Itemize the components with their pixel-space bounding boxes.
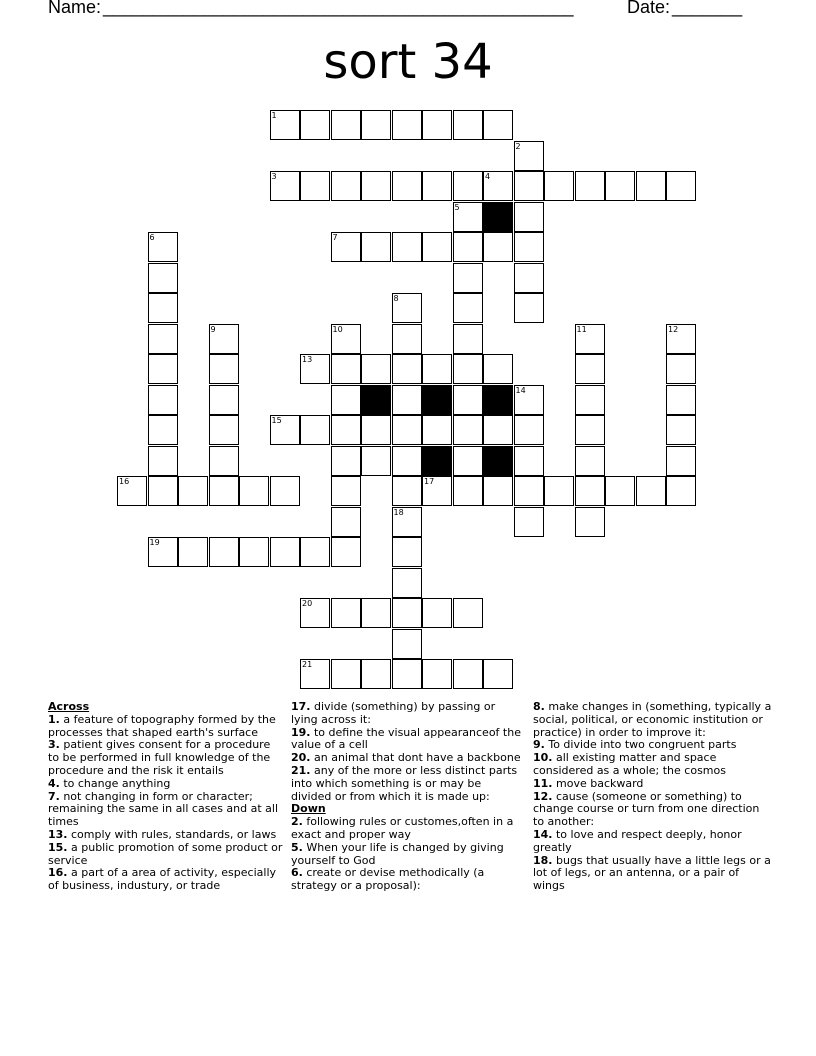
grid-cell[interactable]: [453, 171, 483, 201]
black-square: [361, 385, 391, 415]
grid-cell[interactable]: [544, 476, 574, 506]
grid-cell[interactable]: [209, 354, 239, 384]
grid-cell[interactable]: [392, 476, 422, 506]
grid-cell[interactable]: [361, 446, 391, 476]
grid-cell[interactable]: [392, 659, 422, 689]
grid-cell[interactable]: [483, 354, 513, 384]
grid-cell[interactable]: [331, 171, 361, 201]
black-square: [483, 446, 513, 476]
grid-cell[interactable]: [453, 202, 483, 232]
grid-cell[interactable]: [453, 415, 483, 445]
clue-number: 12: [668, 324, 679, 334]
grid-cell[interactable]: [331, 507, 361, 537]
grid-cell[interactable]: [453, 263, 483, 293]
grid-cell[interactable]: [666, 324, 696, 354]
clue-num: 19.: [291, 725, 311, 739]
grid-cell[interactable]: [392, 446, 422, 476]
grid-cell[interactable]: [422, 354, 452, 384]
grid-cell[interactable]: [117, 476, 147, 506]
clue-num: 4.: [48, 776, 60, 790]
grid-cell[interactable]: [148, 446, 178, 476]
grid-cell[interactable]: [575, 354, 605, 384]
clue-text: not changing in form or character; remaining the same in all cases and at all times: [48, 789, 279, 829]
clue-text: to define the visual appearanceof the value of a cell: [291, 725, 521, 752]
clue-number: 7: [332, 233, 338, 242]
clue-text: a feature of topography formed by the processes that shaped earth's surface: [48, 712, 276, 739]
down-clue: [533, 752, 773, 778]
grid-cell[interactable]: [422, 598, 452, 628]
grid-cell[interactable]: [392, 293, 422, 323]
clue-num: 13.: [48, 827, 68, 841]
grid-cell[interactable]: [331, 446, 361, 476]
across-clue: [48, 739, 284, 777]
down-clue-list-cont: [533, 701, 773, 893]
grid-cell[interactable]: [361, 110, 391, 140]
down-clue: [533, 701, 773, 739]
clue-num: 17.: [291, 700, 311, 713]
grid-cell[interactable]: [331, 110, 361, 140]
clue-number: 13: [302, 355, 313, 364]
grid-cell[interactable]: [514, 263, 544, 293]
grid-cell[interactable]: [666, 171, 696, 201]
down-clue: [291, 816, 523, 842]
grid-cell[interactable]: [331, 415, 361, 445]
clue-num: 16.: [48, 866, 68, 880]
grid-cell[interactable]: [392, 354, 422, 384]
grid-cell[interactable]: [514, 171, 544, 201]
clue-number: 15: [271, 416, 282, 425]
grid-cell[interactable]: [331, 324, 361, 354]
clue-text: to love and respect deeply, honor greatly: [533, 827, 742, 854]
grid-cell[interactable]: [209, 476, 239, 506]
across-clue: [48, 867, 284, 893]
grid-cell[interactable]: [300, 354, 330, 384]
grid-cell[interactable]: [270, 476, 300, 506]
grid-cell[interactable]: [331, 598, 361, 628]
grid-cell[interactable]: [514, 202, 544, 232]
clue-number: 21: [302, 660, 313, 669]
clue-number: 5: [454, 202, 460, 212]
grid-cell[interactable]: [300, 659, 330, 689]
clue-number: 11: [576, 324, 587, 334]
grid-cell[interactable]: [148, 537, 178, 567]
grid-cell[interactable]: [392, 171, 422, 201]
grid-cell[interactable]: [209, 385, 239, 415]
grid-cell[interactable]: [270, 537, 300, 567]
grid-cell[interactable]: [483, 659, 513, 689]
name-field[interactable]: _______________________________________________: [103, 0, 574, 17]
clue-number: 4: [485, 172, 491, 181]
grid-cell[interactable]: [514, 232, 544, 262]
grid-cell[interactable]: [392, 507, 422, 537]
grid-cell[interactable]: [422, 659, 452, 689]
grid-cell[interactable]: [392, 324, 422, 354]
grid-cell[interactable]: [422, 476, 452, 506]
grid-cell[interactable]: [331, 659, 361, 689]
down-clue: [533, 791, 773, 829]
grid-cell[interactable]: [453, 598, 483, 628]
clue-column-3: [533, 701, 773, 893]
clue-num: 12.: [533, 789, 553, 803]
grid-cell[interactable]: [483, 232, 513, 262]
grid-cell[interactable]: [209, 324, 239, 354]
across-clue: [291, 765, 523, 803]
grid-cell[interactable]: [392, 415, 422, 445]
grid-cell[interactable]: [636, 476, 666, 506]
grid-cell[interactable]: [361, 598, 391, 628]
clue-num: 3.: [48, 738, 60, 752]
clue-num: 10.: [533, 751, 553, 765]
grid-cell[interactable]: [666, 476, 696, 506]
clue-text: To divide into two congruent parts: [544, 738, 737, 752]
clue-text: cause (someone or something) to change course or turn from one direction to another:: [533, 789, 760, 829]
grid-cell[interactable]: [331, 232, 361, 262]
across-clue: [291, 701, 523, 727]
grid-cell[interactable]: [178, 537, 208, 567]
across-clue: [48, 714, 284, 740]
grid-cell[interactable]: [453, 446, 483, 476]
grid-cell[interactable]: [361, 232, 391, 262]
down-heading: Down: [291, 802, 326, 816]
grid-cell[interactable]: [575, 171, 605, 201]
grid-cell[interactable]: [209, 537, 239, 567]
grid-cell[interactable]: [514, 385, 544, 415]
black-square: [422, 446, 452, 476]
clue-number: 9: [210, 324, 216, 334]
clue-text: all existing matter and space considered as a whole; the cosmos: [533, 751, 726, 777]
grid-cell[interactable]: [148, 263, 178, 293]
grid-cell[interactable]: [453, 659, 483, 689]
clue-text: patient gives consent for a procedure to be performed in full knowledge of the procedure and the risk it entails: [48, 738, 271, 777]
grid-cell[interactable]: [300, 598, 330, 628]
grid-cell[interactable]: [453, 293, 483, 323]
grid-cell[interactable]: [453, 476, 483, 506]
clue-text: following rules or customes,often in a exact and proper way: [291, 815, 514, 841]
clue-text: bugs that usually have a little legs or a lot of legs, or an antenna, or a pair of wings: [533, 853, 771, 893]
clue-num: 15.: [48, 840, 68, 854]
clue-number: 8: [393, 294, 399, 303]
grid-cell[interactable]: [422, 232, 452, 262]
grid-cell[interactable]: [300, 415, 330, 445]
grid-cell[interactable]: [392, 385, 422, 415]
clue-number: 18: [393, 507, 404, 517]
across-clue: [48, 842, 284, 868]
clue-number: 6: [149, 233, 155, 242]
clue-num: 11.: [533, 776, 553, 790]
grid-cell[interactable]: [514, 415, 544, 445]
date-field[interactable]: _______: [672, 0, 743, 17]
clue-column-1: [48, 701, 284, 893]
clue-number: 3: [271, 172, 277, 181]
clue-num: 9.: [533, 738, 545, 752]
clue-num: 1.: [48, 712, 60, 726]
across-clue-list-cont: [291, 701, 523, 803]
grid-cell[interactable]: [148, 293, 178, 323]
grid-cell[interactable]: [331, 385, 361, 415]
clue-number: 2: [515, 141, 521, 151]
across-heading: Across: [48, 700, 90, 713]
grid-cell[interactable]: [483, 171, 513, 201]
grid-cell[interactable]: [392, 568, 422, 598]
clue-text: any of the more or less distinct parts into which something is or may be divided or from which it is made up:: [291, 763, 518, 803]
clue-text: make changes in (something, typically a social, political, or economic institution or practice) in order to improve it:: [533, 700, 772, 739]
grid-cell[interactable]: [453, 385, 483, 415]
grid-cell[interactable]: [514, 141, 544, 171]
grid-cell[interactable]: [514, 507, 544, 537]
black-square: [483, 385, 513, 415]
down-clue: [291, 867, 523, 893]
grid-cell[interactable]: [270, 415, 300, 445]
grid-cell[interactable]: [392, 598, 422, 628]
clue-number: 1: [271, 111, 277, 120]
grid-cell[interactable]: [148, 476, 178, 506]
clue-num: 14.: [533, 827, 553, 841]
grid-cell[interactable]: [148, 354, 178, 384]
clue-text: create or devise methodically (a strategy or a proposal):: [291, 866, 485, 893]
clue-num: 6.: [291, 866, 303, 880]
grid-cell[interactable]: [300, 171, 330, 201]
grid-cell[interactable]: [361, 354, 391, 384]
black-square: [483, 202, 513, 232]
page-title: sort 34: [323, 34, 493, 90]
grid-cell[interactable]: [422, 110, 452, 140]
grid-cell[interactable]: [361, 415, 391, 445]
grid-cell[interactable]: [575, 385, 605, 415]
grid-cell[interactable]: [209, 415, 239, 445]
grid-cell[interactable]: [361, 171, 391, 201]
date-label: Date:: [627, 0, 671, 17]
clue-text: to change anything: [59, 776, 171, 790]
grid-cell[interactable]: [453, 110, 483, 140]
grid-cell[interactable]: [575, 507, 605, 537]
grid-cell[interactable]: [575, 476, 605, 506]
clue-text: a part of a area of activity, especially of business, industury, or trade: [48, 866, 277, 893]
grid-cell[interactable]: [666, 415, 696, 445]
grid-cell[interactable]: [605, 171, 635, 201]
clue-number: 17: [424, 477, 435, 486]
grid-cell[interactable]: [483, 476, 513, 506]
across-clue: [291, 727, 523, 753]
across-clue: [48, 791, 284, 829]
black-square: [422, 385, 452, 415]
clue-num: 8.: [533, 700, 545, 713]
grid-cell[interactable]: [514, 476, 544, 506]
grid-cell[interactable]: [148, 415, 178, 445]
clue-num: 20.: [291, 751, 311, 765]
clue-num: 2.: [291, 815, 303, 829]
down-clue-list: [291, 816, 523, 893]
grid-cell[interactable]: [666, 354, 696, 384]
grid-cell[interactable]: [331, 476, 361, 506]
clue-number: 20: [302, 599, 313, 608]
down-clue: [291, 842, 523, 868]
grid-cell[interactable]: [178, 476, 208, 506]
grid-cell[interactable]: [270, 110, 300, 140]
grid-cell[interactable]: [453, 324, 483, 354]
grid-cell[interactable]: [300, 537, 330, 567]
clue-number: 14: [515, 385, 526, 395]
across-clue-list: [48, 714, 284, 893]
clue-text: a public promotion of some product or service: [48, 840, 283, 867]
down-clue: [533, 855, 773, 893]
clue-text: When your life is changed by giving yourself to God: [291, 840, 504, 867]
grid-cell[interactable]: [148, 385, 178, 415]
name-label: Name:: [48, 0, 102, 17]
grid-cell[interactable]: [392, 629, 422, 659]
grid-cell[interactable]: [300, 110, 330, 140]
grid-cell[interactable]: [209, 446, 239, 476]
grid-cell[interactable]: [636, 171, 666, 201]
clue-text: an animal that dont have a backbone: [310, 751, 521, 765]
grid-cell[interactable]: [392, 537, 422, 567]
clue-num: 21.: [291, 763, 311, 777]
clue-text: divide (something) by passing or lying across it:: [291, 700, 496, 726]
grid-cell[interactable]: [422, 171, 452, 201]
grid-cell[interactable]: [453, 354, 483, 384]
down-clue: [533, 829, 773, 855]
clue-number: 10: [332, 324, 343, 334]
grid-cell[interactable]: [575, 324, 605, 354]
clue-column-2: [291, 701, 523, 893]
clue-number: 19: [149, 538, 160, 547]
grid-cell[interactable]: [331, 354, 361, 384]
grid-cell[interactable]: [666, 446, 696, 476]
grid-cell[interactable]: [361, 659, 391, 689]
grid-cell[interactable]: [514, 446, 544, 476]
grid-cell[interactable]: [239, 537, 269, 567]
grid-cell[interactable]: [453, 232, 483, 262]
grid-cell[interactable]: [575, 446, 605, 476]
grid-cell[interactable]: [575, 415, 605, 445]
clue-text: comply with rules, standards, or laws: [67, 827, 277, 841]
clue-num: 7.: [48, 789, 60, 803]
grid-cell[interactable]: [422, 415, 452, 445]
grid-cell[interactable]: [148, 324, 178, 354]
grid-cell[interactable]: [514, 293, 544, 323]
grid-cell[interactable]: [605, 476, 635, 506]
grid-cell[interactable]: [392, 110, 422, 140]
clue-text: move backward: [552, 776, 644, 790]
clue-num: 5.: [291, 840, 303, 854]
clue-num: 18.: [533, 853, 553, 867]
grid-cell[interactable]: [239, 476, 269, 506]
grid-cell[interactable]: [331, 537, 361, 567]
grid-cell[interactable]: [544, 171, 574, 201]
grid-cell[interactable]: [392, 232, 422, 262]
grid-cell[interactable]: [483, 415, 513, 445]
clue-number: 16: [119, 477, 130, 486]
grid-cell[interactable]: [666, 385, 696, 415]
grid-cell[interactable]: [483, 110, 513, 140]
grid-cell[interactable]: [148, 232, 178, 262]
grid-cell[interactable]: [270, 171, 300, 201]
